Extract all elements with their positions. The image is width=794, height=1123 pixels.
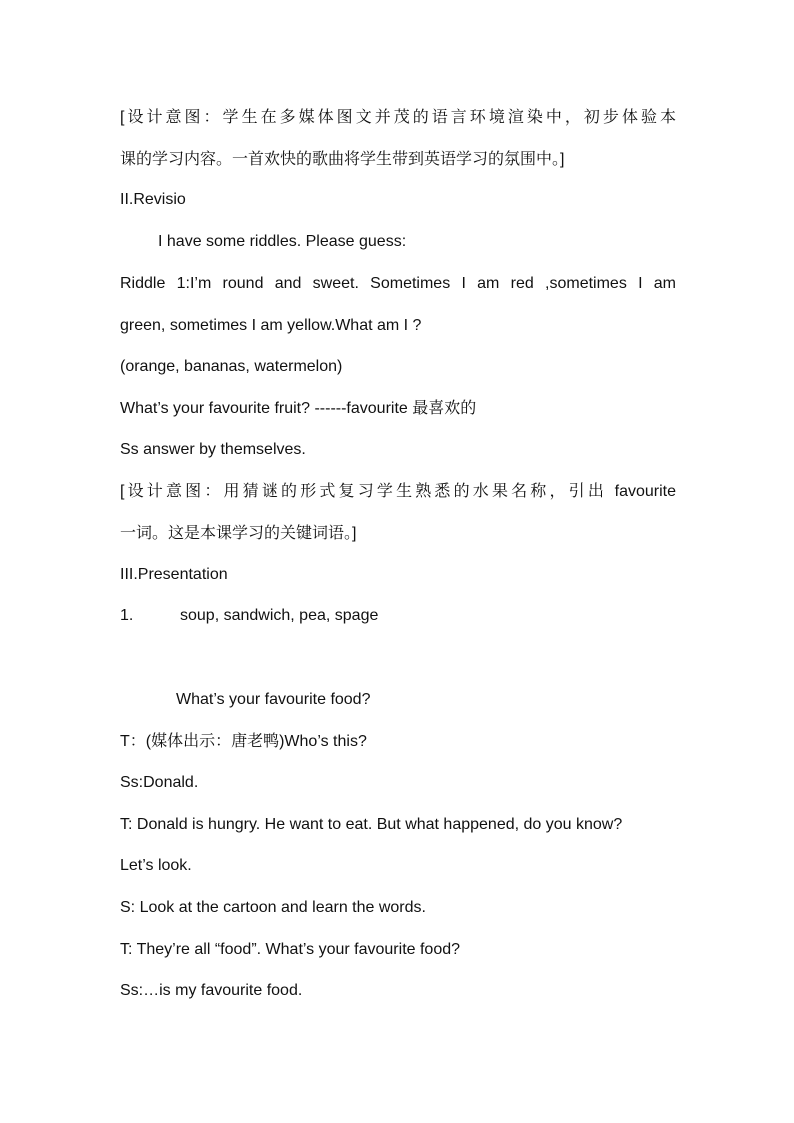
list-number: 1. [120,607,134,624]
lets-look: Let’s look. [120,857,192,874]
students-answer: Ss answer by themselves. [120,441,306,458]
riddle-intro: I have some riddles. Please guess: [158,233,407,250]
list-item-1 [120,605,676,627]
teacher-line-3: T: They’re all “food”. What’s your favourite food? [120,941,461,958]
favourite-fruit-question: What’s your favourite fruit? ------favourite 最喜欢的 [120,400,477,417]
design-intent-line-1: [设计意图：学生在多媒体图文并茂的语言环境渲染中，初步体验本 [120,109,676,126]
teacher-line-2: T: Donald is hungry. He want to eat. But what happened, do you know? [120,816,623,833]
students-line-1: Ss:Donald. [120,774,199,791]
section-heading-revision: II.Revisio [120,191,186,208]
section-heading-presentation: III.Presentation [120,566,228,583]
favourite-food-question: What’s your favourite food? [176,691,371,708]
teacher-line-1: T：(媒体出示：唐老鸭)Who’s this? [120,733,367,750]
design-intent-2-line-2: 一词。这是本课学习的关键词语。] [120,525,357,542]
list-item-1-text: soup, sandwich, pea, spage [180,607,379,624]
riddle-options: (orange, bananas, watermelon) [120,358,343,375]
student-line-2: S: Look at the cartoon and learn the words. [120,899,426,916]
riddle-1-line-1: Riddle 1:I’m round and sweet. Sometimes I am red ,sometimes I am [120,275,676,292]
design-intent-2-line-1: [设计意图：用猜谜的形式复习学生熟悉的水果名称，引出 favourite [120,483,676,500]
riddle-1-line-2: green, sometimes I am yellow.What am I ? [120,317,422,334]
students-line-3: Ss:…is my favourite food. [120,982,303,999]
design-intent-line-2: 课的学习内容。一首欢快的歌曲将学生带到英语学习的氛围中。] [120,151,565,168]
